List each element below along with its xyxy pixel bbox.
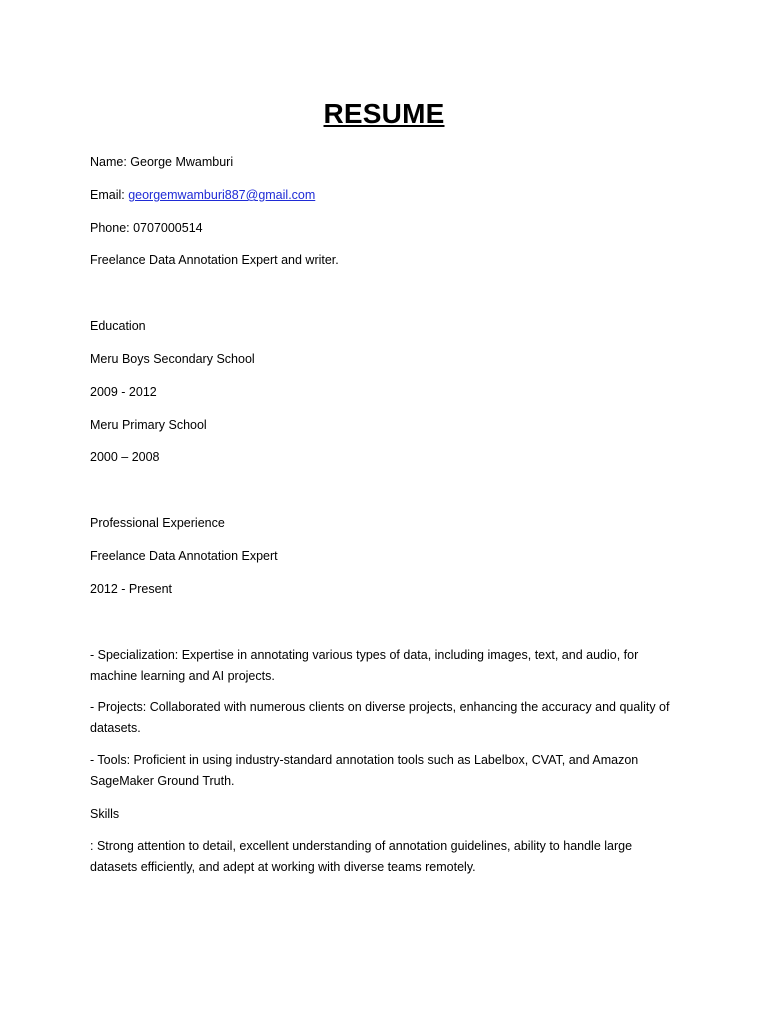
name-value: George Mwamburi [130,155,234,169]
page-title: RESUME [323,98,445,129]
name-line [90,152,680,172]
experience-period: 2012 - Present [90,582,172,596]
experience-bullet: - Projects: Collaborated with numerous clients on diverse projects, enhancing the accuracy and quality of datasets. [90,700,670,735]
phone-label: Phone: [90,221,134,235]
tagline: Freelance Data Annotation Expert and writer. [90,253,339,267]
phone-line [90,218,680,238]
education-school: Meru Boys Secondary School [90,352,255,366]
experience-bullet: - Tools: Proficient in using industry-standard annotation tools such as Labelbox, CVAT, and Amazon SageMaker Ground Truth. [90,753,639,788]
name-label: Name: [90,155,131,169]
email-label: Email: [90,188,129,202]
skills-text: : Strong attention to detail, excellent understanding of annotation guidelines, ability to handle large datasets efficiently, and adept at working with diverse teams remotely. [90,839,633,874]
email-link[interactable]: georgemwamburi887@gmail.com [128,188,316,202]
skills-heading: Skills [90,807,120,821]
education-years: 2009 - 2012 [90,385,157,399]
phone-value: 0707000514 [133,221,203,235]
email-line [90,185,680,205]
education-heading: Education [90,319,146,333]
experience-bullet: - Specialization: Expertise in annotating various types of data, including images, text, and audio, for machine learning and AI projects. [90,648,639,683]
experience-role: Freelance Data Annotation Expert [90,549,278,563]
experience-heading: Professional Experience [90,516,225,530]
education-school: Meru Primary School [90,418,207,432]
education-years: 2000 – 2008 [90,450,160,464]
